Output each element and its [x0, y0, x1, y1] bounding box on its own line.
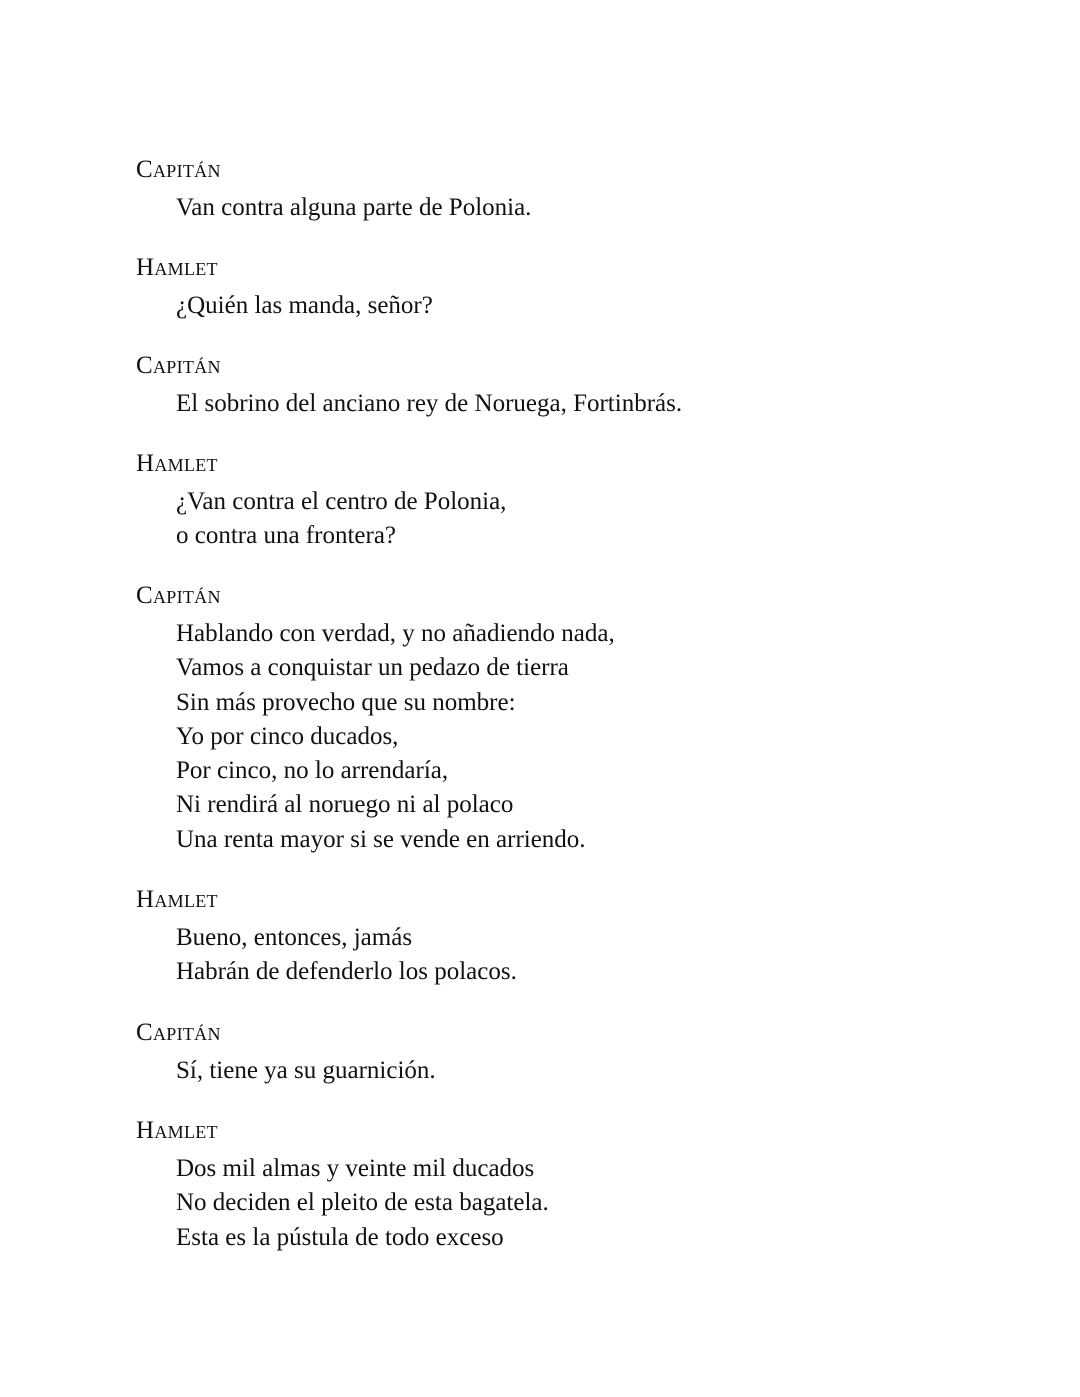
verse-line: ¿Quién las manda, señor? — [176, 292, 433, 319]
verse-line: Habrán de defenderlo los polacos. — [176, 958, 517, 986]
speech-lines — [136, 1054, 996, 1088]
speaker-name: Capitán — [136, 582, 221, 609]
speech-lines — [136, 1152, 996, 1255]
speech-lines — [136, 485, 996, 554]
verse-line: No deciden el pleito de esta bagatela. — [176, 1189, 549, 1217]
speaker-name: Hamlet — [136, 886, 218, 913]
speaker-name: Capitán — [136, 1019, 221, 1046]
verse-line: Esta es la pústula de todo exceso — [176, 1223, 504, 1251]
speech-lines — [136, 617, 996, 857]
speech-block — [136, 1116, 996, 1255]
verse-line: Van contra alguna parte de Polonia. — [176, 194, 532, 221]
verse-line: Por cinco, no lo arrendaría, — [176, 757, 449, 785]
verse-line: o contra una frontera? — [176, 522, 397, 550]
speech-lines — [136, 921, 996, 990]
verse-line: Yo por cinco ducados, — [176, 722, 399, 750]
verse-line: ¿Van contra el centro de Polonia, — [176, 488, 507, 515]
verse-line: Sin más provecho que su nombre: — [176, 688, 516, 716]
speaker-name: Capitán — [136, 352, 221, 379]
speech-lines — [136, 387, 996, 421]
speech-block — [136, 449, 996, 554]
verse-line: Dos mil almas y veinte mil ducados — [176, 1155, 535, 1182]
speech-block — [136, 155, 996, 225]
speaker-name: Hamlet — [136, 1117, 218, 1144]
verse-line: Una renta mayor si se vende en arriendo. — [176, 825, 586, 853]
speaker-name: Capitán — [136, 156, 221, 183]
speech-block — [136, 581, 996, 857]
verse-line: Ni rendirá al noruego ni al polaco — [176, 791, 514, 819]
speech-block — [136, 1018, 996, 1088]
verse-line: Sí, tiene ya su guarnición. — [176, 1057, 436, 1084]
speech-lines — [136, 191, 996, 225]
verse-line: Bueno, entonces, jamás — [176, 924, 413, 951]
verse-line: Hablando con verdad, y no añadiendo nada, — [176, 620, 615, 647]
verse-line: El sobrino del anciano rey de Noruega, Fortinbrás. — [176, 390, 683, 417]
speaker-name: Hamlet — [136, 254, 218, 281]
speech-block — [136, 253, 996, 323]
speaker-name: Hamlet — [136, 450, 218, 477]
verse-line: Vamos a conquistar un pedazo de tierra — [176, 654, 569, 682]
speech-lines — [136, 289, 996, 323]
speech-block — [136, 885, 996, 990]
speech-block — [136, 351, 996, 421]
